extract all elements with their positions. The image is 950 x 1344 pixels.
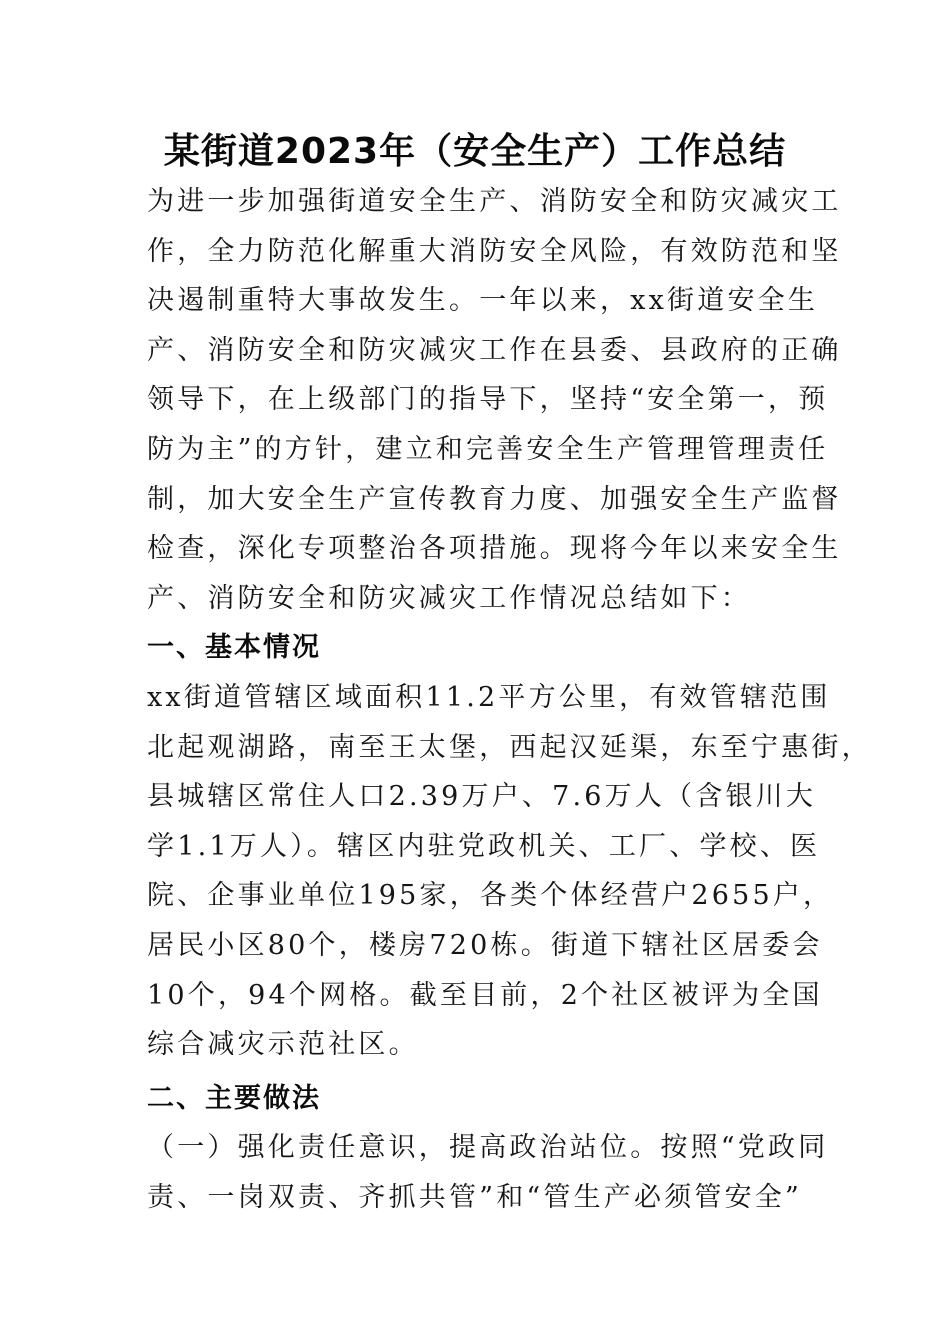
basic-info-line-6: 居民小区80个，楼房720栋。街道下辖社区居委会 — [147, 929, 823, 961]
main-practices-paragraph — [147, 1123, 837, 1222]
intro-line-3: 决遏制重特大事故发生。一年以来，xx街道安全生 — [147, 285, 819, 317]
document-title: 某街道2023年（安全生产）工作总结 — [163, 131, 787, 172]
basic-info-line-5: 院、企事业单位195家，各类个体经营户2655户， — [147, 880, 834, 912]
basic-info-paragraph — [147, 673, 872, 1070]
basic-info-line-7: 10个，94个网格。截至目前，2个社区被评为全国 — [147, 979, 823, 1011]
basic-info-line-4: 学1.1万人）。辖区内驻党政机关、工厂、学校、医 — [147, 830, 821, 862]
intro-line-1: 为进一步加强街道安全生产、消防安全和防灾减灾工 — [147, 186, 842, 217]
section-heading-basic-info: 一、基本情况 — [147, 632, 321, 664]
main-practices-line-1: （一）强化责任意识，提高政治站位。按照“党政同 — [147, 1132, 829, 1164]
basic-info-line-2: 北起观湖路，南至王太堡，西起汉延渠，东至宁惠街， — [147, 731, 872, 763]
main-practices-line-2: 责、一岗双责、齐抓共管”和“管生产必须管安全” — [147, 1181, 803, 1213]
intro-paragraph — [147, 177, 842, 623]
intro-line-6: 防为主”的方针，建立和完善安全生产管理管理责任 — [147, 433, 829, 465]
intro-line-4: 产、消防安全和防灾减灾工作在县委、县政府的正确 — [147, 334, 842, 366]
section-heading-main-practices: 二、主要做法 — [147, 1082, 321, 1114]
intro-line-2: 作，全力防范化解重大消防安全风险，有效防范和坚 — [147, 235, 842, 267]
intro-line-9: 产、消防安全和防灾减灾工作情况总结如下： — [147, 582, 751, 614]
intro-line-5: 领导下，在上级部门的指导下，坚持“安全第一，预 — [147, 384, 829, 416]
basic-info-line-3: 县城辖区常住人口2.39万户、7.6万人（含银川大 — [147, 781, 817, 813]
intro-line-7: 制，加大安全生产宣传教育力度、加强安全生产监督 — [147, 483, 842, 515]
intro-line-8: 检查，深化专项整治各项措施。现将今年以来安全生 — [147, 533, 842, 565]
basic-info-line-1: xx街道管辖区域面积11.2平方公里，有效管辖范围 — [147, 681, 831, 713]
basic-info-line-8: 综合减灾示范社区。 — [147, 1029, 419, 1061]
document-body — [147, 177, 872, 1222]
